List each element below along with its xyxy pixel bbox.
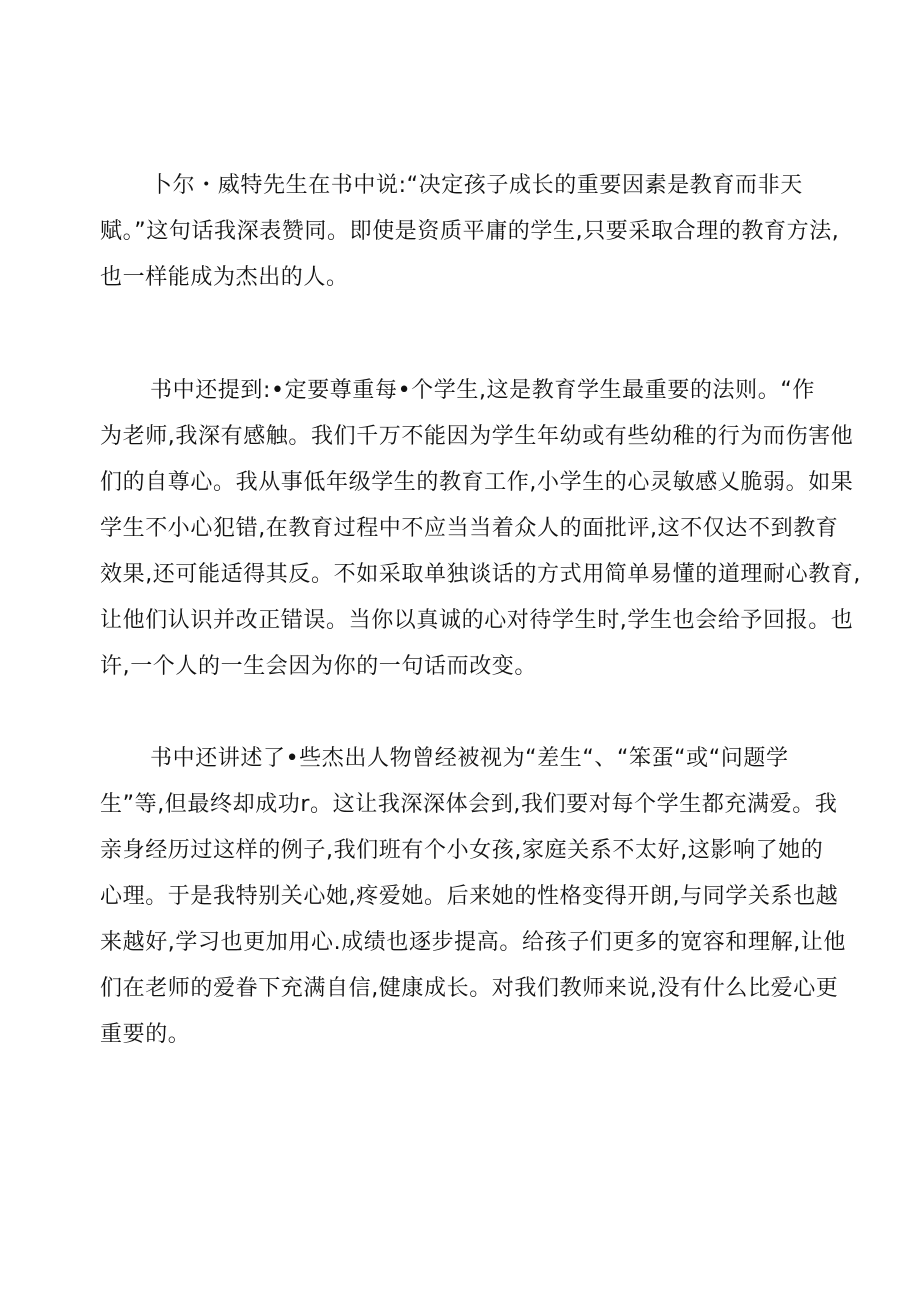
paragraph-2: [100, 368, 861, 690]
paragraph-line: 也一样能成为杰出的人。: [100, 265, 349, 290]
paragraph-line: 来越好,学习也更加用心.成绩也逐步提高。给孩子们更多的宽容和理解,让他: [100, 930, 846, 955]
paragraph-line: 心理。于是我特别关心她,疼爱她。后来她的性格变得开朗,与同学关系也越: [100, 884, 839, 909]
paragraph-line: 亲身经历过这样的例子,我们班有个小女孩,家庭关系不太好,这影响了她的: [100, 838, 824, 863]
paragraph-line: 书中还提到:•定要尊重每•个学生,这是教育学生最重要的法则。“作: [150, 378, 815, 403]
paragraph-line: 们的自尊心。我从事低年级学生的教育工作,小学生的心灵敏感乂脆弱。如果: [100, 470, 854, 495]
paragraph-line: 生”等,但最终却成功r。这让我深深体会到,我们要对每个学生都充满爱。我: [100, 792, 838, 817]
paragraph-1: [100, 163, 840, 301]
paragraph-line: 们在老师的爱眷下充满自信,健康成长。对我们教师来说,没有什么比爱心更: [100, 976, 839, 1001]
paragraph-3: [100, 736, 846, 1058]
paragraph-line: 效果,还可能适得其反。不如采取单独谈话的方式用简单易懂的道理耐心教育,: [100, 562, 861, 587]
paragraph-line: 书中还讲述了•些杰出人物曾经被视为“差生“、“笨蛋“或“问题学: [150, 746, 789, 771]
paragraph-line: 许,一个人的一生会因为你的一句话而改变。: [100, 654, 537, 679]
paragraph-line: 赋。”这句话我深表赞同。即使是资质平庸的学生,只要采取合理的教育方法,: [100, 219, 840, 244]
paragraph-line: 卜尔・威特先生在书中说:“决定孩子成长的重要因素是教育而非天: [150, 173, 803, 198]
paragraph-line: 学生不小心犯错,在教育过程中不应当当着众人的面批评,这不仅达不到教育: [100, 516, 839, 541]
paragraph-line: 为老师,我深有感触。我们千万不能因为学生年幼或有些幼稚的行为而伤害他: [100, 424, 854, 449]
paragraph-line: 重要的。: [100, 1022, 191, 1047]
paragraph-line: 让他们认识并改正错误。当你以真诚的心对待学生时,学生也会给予回报。也: [100, 608, 854, 633]
